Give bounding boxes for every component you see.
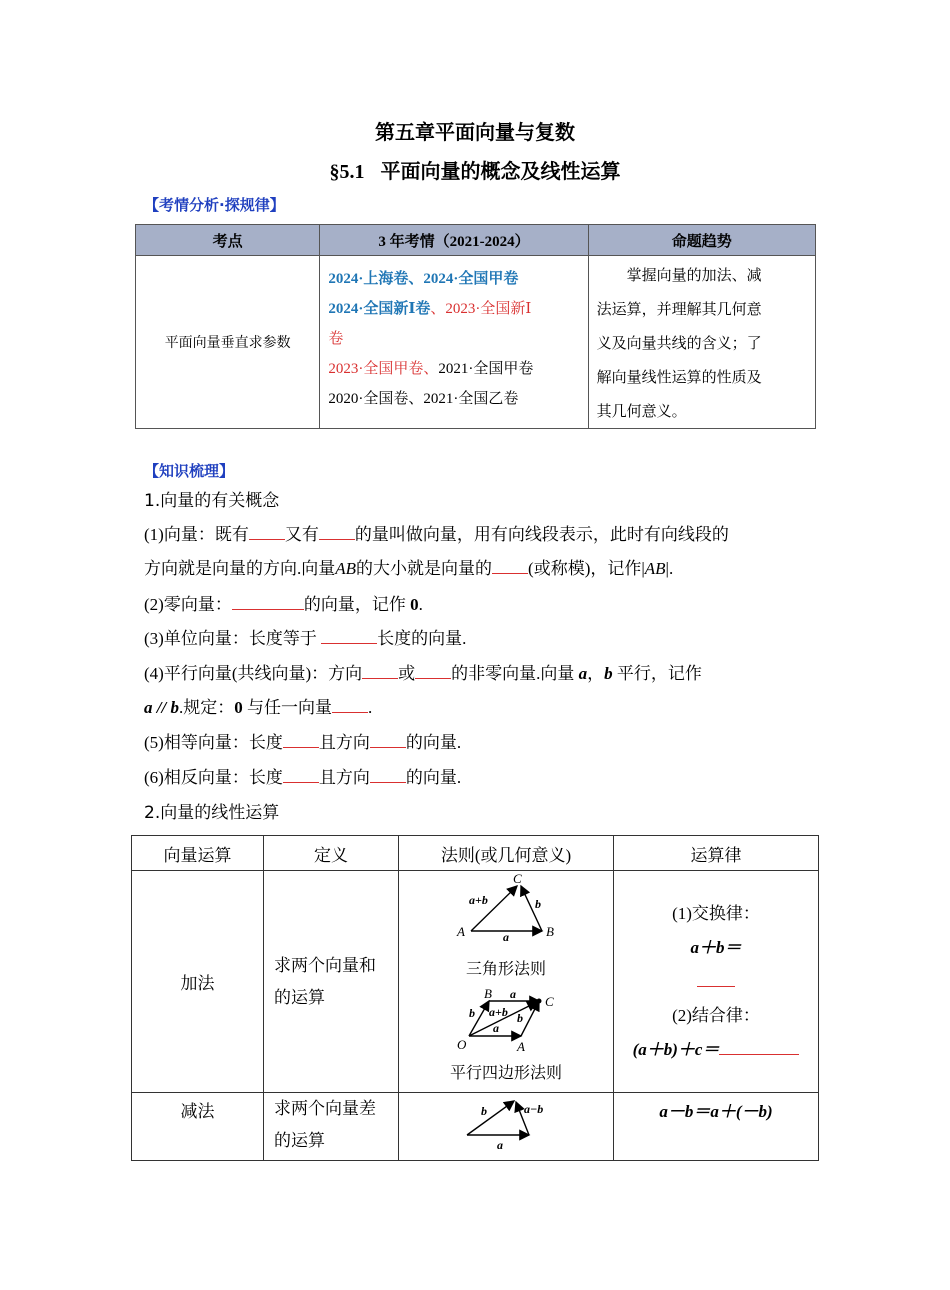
sub-label-b: b — [481, 1104, 488, 1118]
concept-line-1 — [144, 524, 729, 546]
trend-line-1: 掌握向量的加法、减 — [626, 266, 762, 284]
text: (5)相等向量：长度 — [144, 733, 283, 752]
section-name: 平面向量的概念及线性运算 — [380, 159, 621, 183]
heading-concepts: 1.向量的有关概念 — [144, 491, 280, 511]
text: 或 — [398, 664, 416, 683]
exam-line-4a: 2023·全国甲卷、 — [328, 361, 439, 377]
parallelogram-rule-diagram — [457, 986, 554, 1054]
text: 与任一向量 — [242, 698, 332, 717]
knowledge-tag: 【知识梳理】 — [144, 462, 235, 480]
concept-line-4 — [144, 628, 466, 650]
header-exams: 3 年考情（2021-2024） — [320, 225, 588, 256]
concept-line-7 — [144, 732, 461, 754]
par-label-b-left: b — [469, 1006, 476, 1020]
topic-cell: 平面向量垂直求参数 — [136, 256, 320, 429]
text: 且方向 — [318, 768, 370, 787]
sub-law — [614, 1093, 819, 1161]
def-line: 求两个向量和 — [274, 955, 376, 975]
add-rule — [399, 871, 614, 1093]
text: 的非零向量.向量 — [451, 664, 579, 683]
trend-cell — [588, 256, 815, 429]
par-label-a-top: a — [510, 987, 517, 1001]
par-label-b-right: b — [517, 1011, 524, 1025]
header-def: 定义 — [264, 836, 399, 871]
header-topic: 考点 — [136, 225, 320, 256]
par-point-C — [537, 999, 542, 1004]
zero-vector: 0 — [234, 698, 243, 717]
fill-blank[interactable] — [370, 733, 406, 748]
vector-ab: AB — [644, 559, 666, 578]
fill-blank[interactable] — [362, 664, 398, 679]
sub-diagram — [399, 1093, 613, 1159]
text: 且方向 — [318, 733, 370, 752]
add-diagrams — [399, 871, 613, 1091]
exam-line-3: 卷 — [328, 331, 344, 347]
fill-blank[interactable] — [697, 972, 735, 987]
exam-line-2b: 2023·全国新Ⅰ — [445, 301, 532, 317]
text: 方向就是向量的方向.向量 — [144, 559, 336, 578]
heading-operations: 2.向量的线性运算 — [144, 803, 280, 823]
add-def — [264, 871, 399, 1093]
vector-b: b — [604, 664, 613, 683]
triangle-rule-diagram — [456, 871, 554, 944]
tri-label-a: a — [503, 930, 510, 944]
text: 的量叫做向量，用有向线段表示，此时有向线段的 — [354, 525, 729, 544]
par-label-C: C — [545, 994, 554, 1009]
trend-line-3: 义及向量共线的含义；了 — [596, 334, 762, 352]
tri-label-ab: a+b — [469, 893, 488, 907]
text: (3)单位向量：长度等于 — [144, 629, 322, 648]
sub-vector-b — [467, 1101, 514, 1135]
fill-blank[interactable] — [719, 1040, 799, 1055]
law-commutative: (1)交换律： — [672, 903, 760, 923]
exam-line-1: 2024·上海卷、2024·全国甲卷 — [328, 271, 519, 287]
header-op: 向量运算 — [132, 836, 264, 871]
tri-label-A: A — [457, 924, 466, 939]
text: (1)向量：既有 — [144, 525, 249, 544]
analysis-table — [135, 224, 816, 429]
concept-line-8 — [144, 767, 461, 789]
par-label-a-bottom: a — [493, 1021, 500, 1035]
fill-blank[interactable] — [283, 733, 319, 748]
text: (4)平行向量(共线向量)：方向 — [144, 664, 363, 683]
parallelogram-caption: 平行四边形法则 — [450, 1063, 563, 1082]
text: 平行，记作 — [612, 664, 702, 683]
concept-line-6 — [144, 697, 372, 719]
def-line: 求两个向量差 — [274, 1099, 376, 1118]
def-line: 的运算 — [274, 1131, 325, 1150]
law-associative: (2)结合律： — [672, 1005, 760, 1025]
trend-line-4: 解向量线性运算的性质及 — [596, 368, 762, 386]
text: 的向量. — [405, 733, 462, 752]
text: . — [367, 698, 373, 717]
par-label-ab: a+b — [489, 1005, 508, 1019]
tri-label-B: B — [546, 924, 555, 939]
fill-blank[interactable] — [415, 664, 451, 679]
exam-line-2sep: 、 — [430, 301, 446, 317]
text: 长度的向量. — [377, 629, 467, 648]
def-line: 的运算 — [274, 987, 325, 1007]
add-name: 加法 — [132, 871, 264, 1093]
sub-name: 减法 — [132, 1093, 264, 1161]
fill-blank[interactable] — [370, 768, 406, 783]
text: . — [418, 595, 423, 614]
sub-label-a: a — [497, 1138, 504, 1152]
text: 的向量. — [405, 768, 462, 787]
sub-label-amb: a−b — [524, 1102, 544, 1116]
law-associative-expr: (a＋b)＋c＝ — [632, 1039, 720, 1059]
text: 又有 — [284, 525, 319, 544]
exams-cell — [320, 256, 588, 429]
concept-line-3 — [144, 594, 423, 616]
text: 的向量，记作 — [303, 595, 411, 614]
text: 的大小就是向量的 — [356, 559, 493, 578]
exam-line-4b: 2021·全国甲卷 — [438, 361, 534, 377]
trend-line-2: 法运算，并理解其几何意 — [596, 300, 762, 318]
fill-blank[interactable] — [319, 525, 355, 540]
text: .规定： — [178, 698, 235, 717]
law-commutative-expr: a＋b＝ — [690, 937, 742, 957]
tri-label-C: C — [513, 871, 522, 886]
text: |. — [665, 559, 674, 578]
fill-blank[interactable] — [249, 525, 285, 540]
fill-blank[interactable] — [283, 768, 319, 783]
text: (或称模)，记作| — [528, 559, 645, 578]
fill-blank[interactable] — [321, 629, 377, 644]
parallel-expr: a // b — [144, 698, 179, 717]
section-number: §5.1 — [329, 161, 365, 183]
text: (6)相反向量：长度 — [144, 768, 283, 787]
par-label-B: B — [484, 986, 493, 1001]
header-rule: 法则(或几何意义) — [399, 836, 614, 871]
add-laws — [614, 871, 819, 1093]
fill-blank[interactable] — [332, 698, 368, 713]
header-law: 运算律 — [614, 836, 819, 871]
operations-table — [131, 835, 819, 1161]
analysis-tag: 【考情分析·探规律】 — [144, 196, 285, 214]
zero-vector: 0 — [410, 595, 419, 614]
sub-law-expr: a－b＝a＋(－b) — [659, 1102, 773, 1121]
trend-line-5: 其几何意义。 — [596, 402, 687, 420]
fill-blank[interactable] — [492, 559, 528, 574]
vector-ab: AB — [335, 559, 357, 578]
concept-line-2 — [144, 558, 673, 580]
sub-rule — [399, 1093, 614, 1161]
sub-def — [264, 1093, 399, 1161]
section-title — [0, 155, 950, 184]
text: ， — [587, 664, 605, 683]
par-label-A: A — [517, 1039, 526, 1054]
chapter-title: 第五章平面向量与复数 — [375, 120, 575, 144]
vector-a: a — [578, 664, 588, 683]
header-trend: 命题趋势 — [588, 225, 815, 256]
exam-line-2a: 2024·全国新Ⅰ卷 — [328, 301, 431, 317]
tri-label-b: b — [535, 897, 542, 911]
exam-line-5: 2020·全国卷、2021·全国乙卷 — [328, 391, 519, 407]
text: (2)零向量： — [144, 595, 232, 614]
concept-line-5 — [144, 663, 702, 685]
par-label-O: O — [457, 1037, 467, 1052]
triangle-caption: 三角形法则 — [466, 959, 547, 978]
fill-blank[interactable] — [232, 595, 304, 610]
